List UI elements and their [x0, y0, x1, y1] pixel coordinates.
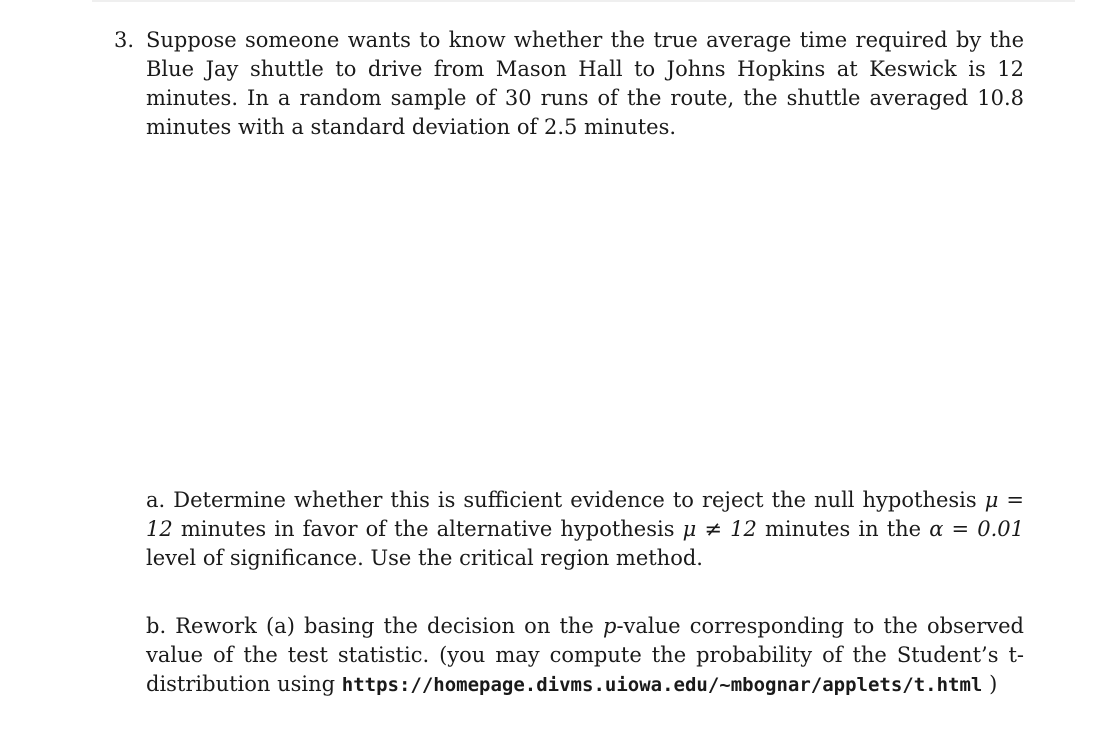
part-b-text-1: Rework (a) basing the decision on the: [175, 614, 594, 638]
part-a-text-2: minutes in favor of the alternative hypothesis: [180, 517, 675, 541]
p-symbol: p: [602, 614, 617, 638]
top-rule: [92, 0, 1075, 2]
part-b-label: b.: [146, 614, 167, 638]
part-a-text-1: Determine whether this is sufficient evidence to reject the null hypothesis: [173, 488, 977, 512]
problem-statement: Suppose someone wants to know whether the true average time required by the Blue Jay shuttle to drive from Mason Hall to Johns Hopkins at Keswick is 12 minutes. In a random sample of 30 runs of the route, the shuttle averaged 10.8 minutes with a standard deviation of 2.5 minutes.: [146, 28, 1024, 139]
part-b-text-3: ): [989, 672, 998, 696]
part-a-label: a.: [146, 488, 166, 512]
problem-number: 3.: [114, 28, 135, 52]
part-a: [146, 486, 1024, 573]
part-b: [146, 612, 1024, 700]
alternative-hypothesis: μ ≠ 12: [682, 517, 757, 541]
null-hypothesis: μ = 12: [146, 488, 1024, 541]
part-b-text-2: -value corresponding to the observed value of the test statistic. (you may compute the probability of the Student’s t-distribution using: [146, 614, 1025, 696]
applet-url[interactable]: https://homepage.divms.uiowa.edu/~mbognar/applets/t.html: [341, 674, 983, 696]
part-a-text-3: minutes in the: [764, 517, 922, 541]
part-a-text-4: level of significance. Use the critical region method.: [146, 546, 703, 570]
alpha-level: α = 0.01: [929, 517, 1025, 541]
